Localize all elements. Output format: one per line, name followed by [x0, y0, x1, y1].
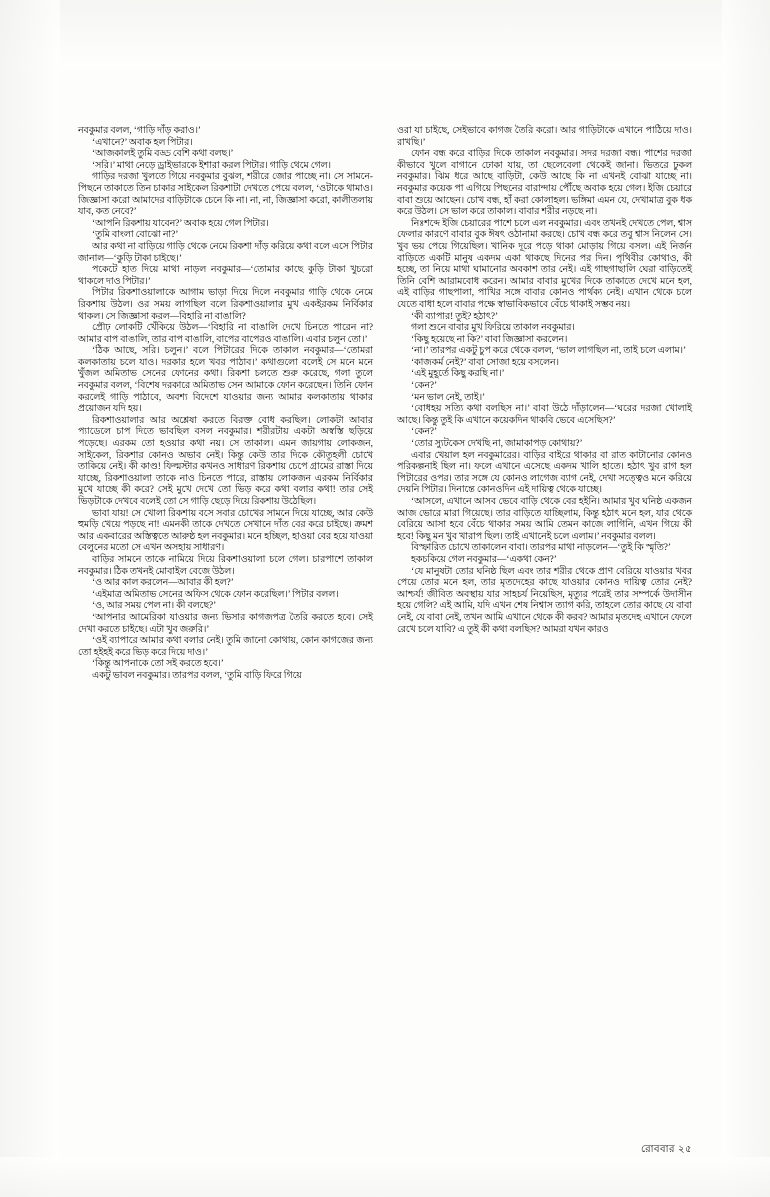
page-body [78, 126, 692, 1136]
paragraph: ‘এইমাত্র অমিতাভ সেনের অফিস থেকে ফোন করেছিল।’ পিটার বলল। [92, 589, 339, 600]
paragraph: ‘তোর স্যুটকেস দেখছি না, জামাকাপড় কোথায়?’ [411, 439, 583, 450]
paragraph: ‘না।’ তারপর একটু চুপ করে থেকে বলল, ‘ভাল লাগছিল না, তাই চলে এলাম।’ [411, 346, 687, 357]
paragraph: ‘কিছু হয়েছে না কি?’ বাবা জিজ্ঞাসা করলেন। [411, 334, 568, 345]
text-column-right [397, 126, 692, 1136]
paragraph: ‘আপনি রিকশায় যাবেন?’ অবাক হয়ে গেল পিটার। [92, 218, 269, 229]
paragraph: ‘ও আর কাল করলেন—আবার কী হল?’ [92, 578, 234, 589]
paragraph: একটু ভাবল নবকুমার। তারপর বলল, ‘তুমি বাড়ি ফিরে গিয়ে [92, 670, 302, 681]
text-column-left [78, 126, 373, 1136]
page-edge-shadow-left [0, 0, 60, 1197]
paragraph: গাড়ির দরজা খুলতে গিয়ে নবকুমার বুঝল, শরীরে জোর পাচ্ছে না। সে সামনে-পিছনে তাকাতে তিন চাকার সাইকেল রিকশাটা দেখতে পেয়ে বলল, ‘ওটাকে থামাও। জিজ্ঞাসা করো আমাদের বাড়িটাকে চেনে কি না। না, না, জিজ্ঞাসা করো, কালীতলায় যাব, কত নেবে?’ [78, 172, 373, 218]
paragraph: রিকশাওয়ালার আর অশ্লেষা করতে বিরক্ত বোধ করছিল। লোকটা আবার প্যাডেলে চাপ দিতে ভাবছিল বসল নবকুমার। শরীরটায় একটা অস্বস্তি ছড়িয়ে পড়েছে। এরকম তো হওয়ার কথা নয়। সে তাকাল। এমন জায়গায় লোকজন, সাইকেল, রিকশার কোনও অভাব নেই। কিন্তু কেউ তার দিকে কৌতূহলী চোখে তাকিয়ে নেই। কী কাণ্ড! ফিল্মস্টার কখনও সাধারণ রিকশায় চেপে গ্রামের রাস্তা দিয়ে যাচ্ছে, রিকশাওয়ালা তাকে নাও চিনতে পারে, রাস্তায় লোকজন এরকম নির্বিকার মুখে যাচ্ছে কী করে? সেই মুখে দেখে তো ভিড় করে কথা বলার কথা! তার সেই ভিড়টাকে দেখবে বলেই তো সে গাড়ি ছেড়ে দিয়ে রিকশায় উঠেছিল। [78, 415, 373, 507]
paragraph: ‘তুমি বাংলা বোঝো না?’ [92, 230, 179, 241]
paragraph: ‘এই মুহূর্তে কিছু করছি না।’ [411, 369, 505, 380]
paragraph: ‘কেন?’ [411, 427, 438, 438]
page-edge-shadow-bottom [0, 1157, 770, 1197]
paragraph: ফোন বন্ধ করে বাড়ির দিকে তাকাল নবকুমার। সদর দরজা বন্ধ। পাশের দরজা কীভাবে খুলে বাগানে ঢোকা যায়, তা ছেলেবেলা থেকেই জানা। ভিতরে ঢুকল নবকুমার। ঝিম ধরে আছে বাড়িটা, কেউ আছে কি না এখনই বোঝা যাচ্ছে না। নবকুমার কয়েক পা এগিয়ে পিছনের বারান্দায় পৌঁছে অবাক হয়ে গেল। ইজি চেয়ারে বাবা শুয়ে আছেন। চোখ বন্ধ, হাঁ করা কোলাহল। ভঙ্গিমা এমন যে, দেখামাত্র বুক ধক করে উঠল। সে ভাল করে তাকাল। বাবার শরীর নড়ছে না। [397, 149, 692, 218]
paragraph: ‘যে মানুষটা তোর ঘনিষ্ঠ ছিল এবং তার শরীর থেকে প্রাণ বেরিয়ে যাওয়ার খবর পেয়ে তোর মনে হল, তার মৃতদেহের কাছে যাওয়ার কোনও দায়িত্ব তোর নেই? আশ্চর্য! জীবিত অবস্থায় যার সাহচর্য নিয়েছিস, মৃত্যুর পরেই তার সম্পর্কে উদাসীন হয়ে গেলি? এই আমি, যদি এখন শেষ নিশ্বাস ত্যাগ করি, তাহলে তোর কাছে যে বাবা নেই, যে বাবা নেই, তখন আমি এখানে থেকে কী করব? আমার মৃতদেহ এখানে ফেলে রেখে চলে যাবি? এ তুই কী কথা বলছিস? আমরা যখন কারও [397, 566, 692, 635]
paragraph: বাড়ির সামনে তাকে নামিয়ে দিয়ে রিকশাওয়ালা চলে গেল। চারপাশে তাকাল নবকুমার। ঠিক তখনই মোবাইল বেজে উঠল। [78, 554, 373, 577]
paragraph: ‘ঠিক আছে, সরি। চলুন।’ বলে পিটারের দিকে তাকাল নবকুমার—‘তোমরা কলকাতায় চলে যাও। দরকার হলে খবর পাঠাব।’ কথাগুলো বলেই সে মনে মনে খুঁজল অমিতাভ সেনের ফোনের কথা। রিকশা চলতে শুরু করেছে, গলা তুলে নবকুমার বলল, ‘বিশেষ দরকারে অমিতাভ সেন আমাকে ফোন করেছেন। তিনি ফোন করলেই গাড়ি পাঠাবে, অবশ্য বিদেশে যাওয়ার জন্য আমার কলকাতায় থাকার প্রয়োজন যদি হয়। [78, 346, 373, 415]
paragraph: পকেটে হাত দিয়ে মাথা নাড়ল নবকুমার—‘তোমার কাছে কুড়ি টাকা খুচরো থাকলে দাও পিটার।’ [78, 265, 373, 287]
paragraph: ‘ও, আর সময় পেল না। কী বলছে?’ [92, 601, 217, 612]
page-edge-shadow-top [0, 0, 770, 70]
page-edge-shadow-right [722, 0, 770, 1197]
paragraph: ‘কী ব্যাপার! তুই? হঠাৎ?’ [411, 311, 499, 322]
paragraph: ‘কিন্তু আপনাকে তো সই করতে হবে।’ [92, 659, 224, 670]
paragraph: হকচকিয়ে গেল নবকুমার—‘একথা কেন?’ [411, 554, 557, 565]
paragraph: আর কথা না বাড়িয়ে গাড়ি থেকে নেমে রিকশা দাঁড় করিয়ে কথা বলে এসে পিটার জানাল—‘কুড়ি টাকা চাইছে।’ [78, 241, 373, 264]
paragraph: ‘কেন?’ [411, 381, 438, 392]
paragraph: ‘এখানে?’ অবাক হল পিটার। [92, 137, 193, 148]
paragraph: ‘মন ভাল নেই, তাই।’ [411, 392, 486, 403]
paragraph: পিটার রিকশাওয়ালাকে আগাম ভাড়া দিয়ে দিলে নবকুমার গাড়ি থেকে নেমে রিকশায় উঠল। ওর সময় লাগছিল বলে রিকশাওয়ালার মুখ একইরকম নির্বিকার থাকল। সে জিজ্ঞাসা করল—বিহারি না বাঙালি? [78, 288, 373, 322]
paragraph: ‘সরি।’ মাথা নেড়ে ড্রাইভারকে ইশারা করল পিটার। গাড়ি থেমে গেল। [92, 160, 331, 171]
paragraph: গলা শুনে বাবার মুখ ফিরিয়ে তাকাল নবকুমার। [411, 323, 575, 334]
paragraph: ‘আজকালই তুমি বড্ড বেশি কথা বলছ।’ [92, 149, 234, 160]
paragraph: ‘বোধহয় সত্যি কথা বলছিস না।’ বাবা উঠে দাঁড়ালেন—‘ঘরের দরজা খোলাই আছে। কিন্তু তুই কি এখানে কয়েকদিন থাকবি ভেবে এসেছিস?’ [397, 404, 692, 426]
page-footer: রোববার ২৫ [641, 1144, 692, 1155]
paragraph: ওরা যা চাইছে, সেইভাবে কাগজ তৈরি করো। আর গাড়িটাকে এখানে পাঠিয়ে দাও। রাখছি।’ [397, 126, 692, 148]
paragraph: ‘কাজকর্ম নেই?’ বাবা সোজা হয়ে বসলেন। [411, 357, 559, 368]
paragraph: এবার খেয়াল হল নবকুমারের। বাড়ির বাইরে থাকার বা রাত কাটানোর কোনও পরিকল্পনাই ছিল না। ফলে এখানে এসেছে একদম খালি হাতে। হঠাৎ খুব রাগ হল পিটারের ওপর। তার সঙ্গে যে কোনও লাগেজ ব্যাগ নেই, দেখা সত্ত্বেও মনে করিয়ে দেয়নি পিটার। দিনান্তে কোনওদিন এই দায়িত্ব থেকে যাচ্ছে। [397, 450, 692, 496]
paragraph: প্রৌঢ় লোকটি খেঁকিয়ে উঠল—‘বিহারি না বাঙালি দেখে চিনতে পারেন না? আমার বাপ বাঙালি, তার বাপ বাঙালি, বাপের বাপেরও বাঙালি। এবার চলুন তো।’ [78, 323, 373, 345]
paragraph: ‘আপনার আমেরিকা যাওয়ার জন্য ভিসার কাগজপত্র তৈরি করতে হবে। সেই দেখা করতে চাইছে। এটা খুব জরুরি।’ [78, 612, 373, 635]
paragraph: নবকুমার বলল, ‘গাড়ি দাঁড় করাও।’ [78, 126, 202, 136]
paragraph: নিঃশব্দে ইজি চেয়ারের পাশে চলে এল নবকুমার। এবং তখনই দেখতে পেল, শ্বাস ফেলার কারণে বাবার বুক ঈষৎ ওঠানামা করছে। চোখ বন্ধ করে তবু শ্বাস নিলেন সে। খুব ভয় পেয়ে গিয়েছিল। খানিক দূরে পড়ে থাকা মোড়ায় গিয়ে বসল। এই নির্জন বাড়িতে একটি মানুষ একদম একা থাকছে দিনের পর দিন। পৃথিবীর কোথাও, কী হচ্ছে, তা নিয়ে মাথা ঘামানোর অবকাশ তার নেই। এই গাছগাছালি ঘেরা বাড়িতেই তিনি বেশি আরামবোধ করেন। আমার বাবার মুখের দিকে তাকাতে দেখে মনে হল, এই বাড়ির গাছপালা, পাখির সঙ্গে বাবার কোনও পার্থক্য নেই। এখান থেকে চলে যেতে বাধা হলে বাবার পক্ষে স্বাভাবিকভাবে বেঁচে থাকাই সম্ভব নয়। [397, 218, 692, 310]
paragraph: ‘ওই ব্যাপারে আমার কথা বলার নেই। তুমি জানো কোথায়, কোন কাগজের জন্য তো হইহই করে ভিড় করে দিয়ে দাও।’ [78, 636, 373, 658]
paragraph: ভাবা যায়! সে খোলা রিকশায় বসে সবার চোখের সামনে দিয়ে যাচ্ছে, আর কেউ হুমড়ি খেয়ে পড়ছে না! এমনকী তাকে দেখতে সেখানে দাঁত বের করে চাইছে। ক্রমশ আর একবারের অস্তিত্বতে আরুষ্ঠ হল নবকুমার। মনে হচ্ছিল, হাওয়া বের হয়ে যাওয়া বেলুনের মতো সে এখন অসহায় সাধারণ। [78, 508, 373, 554]
paragraph: ‘আসলে, এখানে আসব ভেবে বাড়ি থেকে বের হইনি। আমার খুব ঘনিষ্ঠ একজন আজ ভোরে মারা গিয়েছে। তার বাড়িতে যাচ্ছিলাম, কিন্তু হঠাৎ মনে হল, যার থেকে বেরিয়ে আসা হবে বেঁচে থাকার সময় আমি তেমন কাজে লাগিনি, এখন গিয়ে কী হবে! কিছু মন খুব খারাপ ছিল। তাই এখানেই চলে এলাম।’ নবকুমার বলল। [397, 497, 692, 542]
paragraph: বিস্ফারিত চোখে তাকালেন বাবা। তারপর মাথা নাড়লেন—‘তুই কি স্মৃতি?’ [411, 543, 671, 554]
